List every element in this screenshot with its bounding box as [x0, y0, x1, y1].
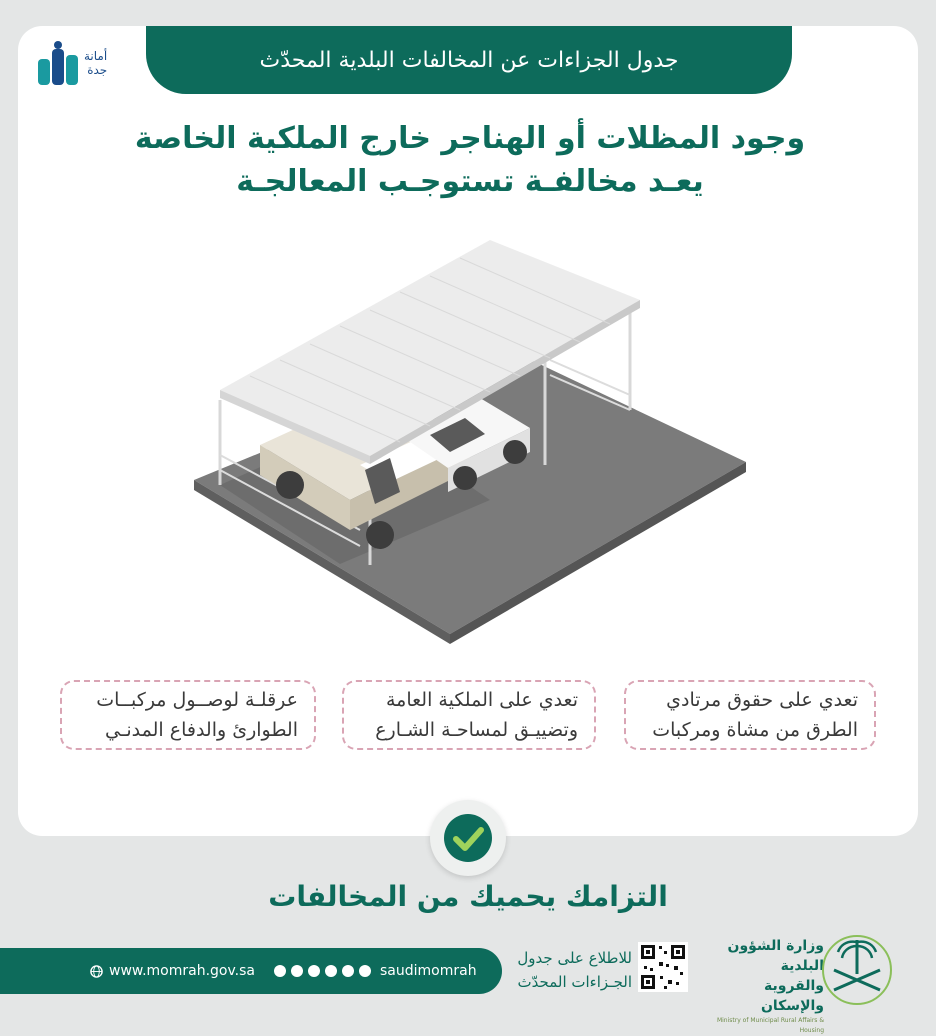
youtube-icon[interactable] — [359, 965, 371, 977]
qr-caption-line2: الجـزاءات المحدّث — [517, 973, 632, 991]
checkmark-badge — [430, 800, 506, 876]
banner-title: جدول الجزاءات عن المخالفات البلدية المحدّث — [259, 47, 679, 73]
impact-box-emergency-line1: عرقلـة لوصــول مركبــات — [96, 689, 298, 711]
impact-box-emergency — [60, 680, 316, 750]
headline-line2: يعـد مخالفـة تستوجـب المعالجـة — [236, 164, 704, 199]
logo-line2: جدة — [87, 63, 108, 77]
impact-box-emergency-line2: الطوارئ والدفاع المدنـي — [104, 719, 298, 741]
instagram-icon[interactable] — [308, 965, 320, 977]
jeddah-logo — [36, 36, 128, 90]
ministry-line1: وزارة الشؤون البلدية — [727, 938, 824, 974]
globe-icon — [90, 965, 103, 978]
impact-box-pedestrians — [624, 680, 876, 750]
carport-illustration — [180, 230, 760, 650]
saudi-emblem — [816, 930, 898, 1006]
qr-code[interactable] — [638, 942, 688, 992]
linkedin-icon[interactable] — [274, 965, 286, 977]
jeddah-logo-mark — [36, 39, 80, 87]
impact-box-pedestrians-line1: تعدي على حقوق مرتادي — [666, 689, 858, 711]
ministry-name — [700, 936, 824, 1036]
headline-line1: وجود المظلات أو الهناجر خارج الملكية الخاصة — [134, 121, 806, 156]
snapchat-icon[interactable] — [342, 965, 354, 977]
checkmark-icon — [442, 812, 494, 864]
qr-caption — [508, 946, 632, 994]
social-handle[interactable]: saudimomrah — [380, 963, 477, 979]
impact-box-public-property-line1: تعدي على الملكية العامة — [385, 689, 578, 711]
website-text: www.momrah.gov.sa — [109, 963, 255, 979]
website-link[interactable] — [90, 963, 255, 979]
tagline: التزامك يحميك من المخالفات — [268, 880, 668, 913]
impact-box-public-property-line2: وتضييـق لمساحـة الشـارع — [375, 719, 578, 741]
ministry-line2: والقروية والإسكان — [760, 978, 824, 1014]
facebook-icon[interactable] — [291, 965, 303, 977]
footer-bar — [0, 948, 502, 994]
top-banner — [146, 26, 792, 94]
impact-box-public-property — [342, 680, 596, 750]
logo-line1: أمانة — [84, 49, 108, 63]
impact-box-pedestrians-line2: الطرق من مشاة ومركبات — [652, 719, 858, 741]
qr-caption-line1: للاطلاع على جدول — [517, 949, 632, 967]
ministry-english: Ministry of Municipal Rural Affairs & Housing — [716, 1017, 824, 1034]
headline — [120, 118, 820, 204]
social-links — [274, 963, 477, 979]
x-icon[interactable] — [325, 965, 337, 977]
